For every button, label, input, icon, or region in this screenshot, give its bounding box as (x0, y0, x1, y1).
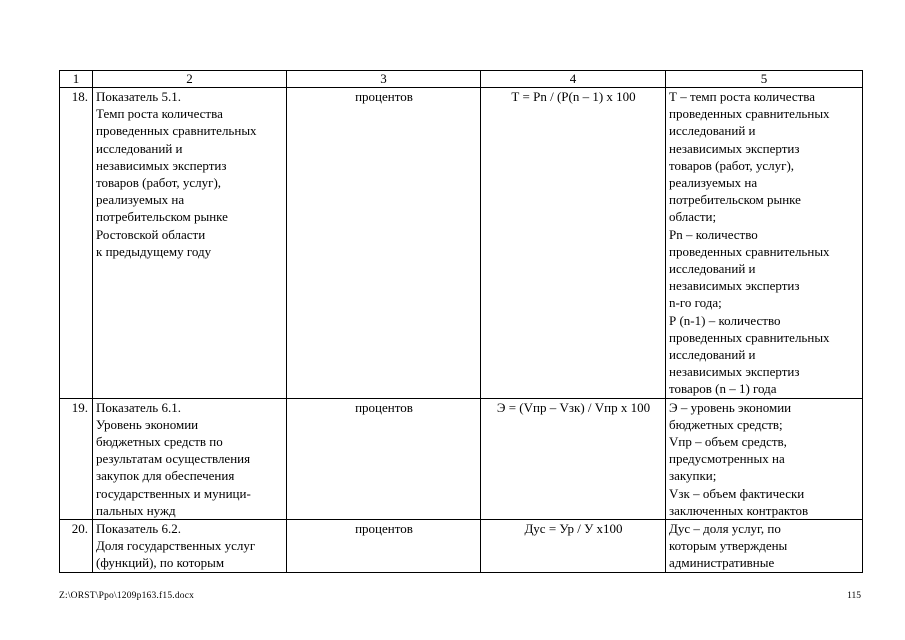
table-row (60, 88, 863, 399)
text-line: независимых экспертиз (96, 157, 227, 173)
text-line: Показатель 6.1. (96, 399, 181, 415)
text-line: товаров (работ, услуг), (669, 157, 795, 173)
indicator-table (59, 70, 863, 573)
header-col-5: 5 (666, 71, 863, 88)
formula-cell: Т = Рn / (Р(n – 1) х 100 (481, 88, 666, 399)
header-col-2: 2 (93, 71, 287, 88)
text-line: товаров (n – 1) года (669, 381, 777, 397)
text-line: заключенных контрактов (669, 502, 809, 518)
text-line: Р (n-1) – количество (669, 312, 781, 328)
text-line: проведенных сравнительных (669, 106, 830, 122)
text-line: потребительском рынке (96, 209, 228, 225)
text-line: закупки; (669, 468, 717, 484)
text-line: бюджетных средств; (669, 416, 783, 432)
text-line: к предыдущему году (96, 243, 212, 259)
header-col-4: 4 (481, 71, 666, 88)
header-col-1: 1 (60, 71, 93, 88)
formula-cell: Дус = Ур / У х100 (481, 520, 666, 573)
text-line: исследований и (669, 261, 756, 277)
unit-cell: процентов (287, 398, 481, 519)
text-line: Vпр – объем средств, (669, 434, 787, 450)
text-line: государственных и муници- (96, 485, 251, 501)
indicator-name (93, 520, 287, 573)
text-line: проведенных сравнительных (669, 329, 830, 345)
text-line: Показатель 5.1. (96, 89, 181, 104)
header-col-3: 3 (287, 71, 481, 88)
text-line: Vзк – объем фактически (669, 485, 805, 501)
text-line: исследований и (669, 123, 756, 139)
text-line: результатам осуществления (96, 451, 251, 467)
text-line: (функций), по которым (96, 555, 225, 571)
text-line: независимых экспертиз (669, 364, 800, 380)
description-cell (666, 398, 863, 519)
file-path: Z:\ORST\Ppo\1209p163.f15.docx (59, 591, 195, 601)
text-line: области; (669, 209, 717, 225)
description-cell (666, 88, 863, 399)
row-number: 18. (60, 88, 93, 399)
text-line: Темп роста количества (96, 106, 223, 122)
indicator-name (93, 88, 287, 399)
row-number: 19. (60, 398, 93, 519)
text-line: Т – темп роста количества (669, 89, 816, 104)
text-line: товаров (работ, услуг), (96, 175, 222, 191)
unit-cell: процентов (287, 520, 481, 573)
text-line: предусмотренных на (669, 451, 785, 467)
table-row (60, 520, 863, 573)
formula-cell: Э = (Vпр – Vзк) / Vпр х 100 (481, 398, 666, 519)
text-line: реализуемых на (96, 192, 185, 208)
text-line: Уровень экономии (96, 416, 199, 432)
text-line: Дус – доля услуг, по (669, 521, 781, 537)
text-line: потребительском рынке (669, 192, 801, 208)
text-line: Рn – количество (669, 226, 758, 242)
header-row (60, 71, 863, 88)
text-line: исследований и (669, 347, 756, 363)
text-line: Ростовской области (96, 226, 206, 242)
row-number: 20. (60, 520, 93, 573)
text-line: реализуемых на (669, 175, 758, 191)
text-line: административные (669, 555, 775, 571)
text-line: n-го года; (669, 295, 722, 311)
page-number: 115 (847, 591, 861, 601)
text-line: Показатель 6.2. (96, 521, 181, 537)
text-line: независимых экспертиз (669, 140, 800, 156)
text-line: Доля государственных услуг (96, 538, 256, 554)
description-cell (666, 520, 863, 573)
unit-cell: процентов (287, 88, 481, 399)
text-line: Э – уровень экономии (669, 399, 792, 415)
text-line: пальных нужд (96, 502, 176, 518)
text-line: проведенных сравнительных (96, 123, 257, 139)
text-line: проведенных сравнительных (669, 243, 830, 259)
indicator-name (93, 398, 287, 519)
text-line: исследований и (96, 140, 183, 156)
text-line: закупок для обеспечения (96, 468, 235, 484)
text-line: независимых экспертиз (669, 278, 800, 294)
text-line: бюджетных средств по (96, 434, 223, 450)
table-row (60, 398, 863, 519)
text-line: которым утверждены (669, 538, 788, 554)
